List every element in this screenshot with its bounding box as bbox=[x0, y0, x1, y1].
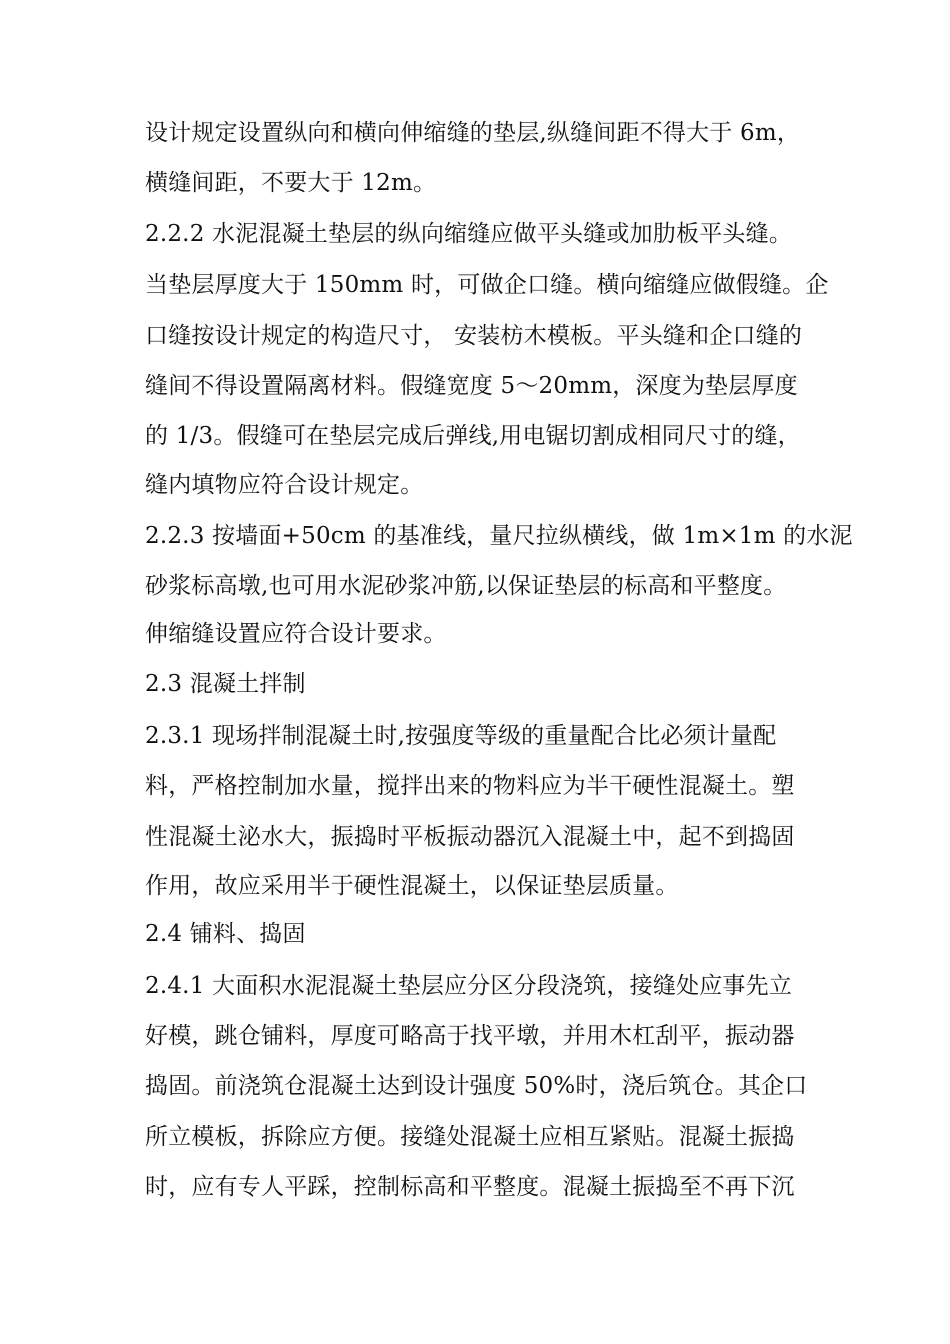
text-line: 作用，故应采用半于硬性混凝土，以保证垫层质量。 bbox=[145, 873, 679, 899]
text-line: 设计规定设置纵向和横向伸缩缝的垫层,纵缝间距不得大于 6m， bbox=[145, 120, 801, 146]
text-line: 口缝按设计规定的构造尺寸， 安装枋木模板。平头缝和企口缝的 bbox=[145, 323, 803, 349]
text-line: 砂浆标高墩,也可用水泥砂浆冲筋,以保证垫层的标高和平整度。 bbox=[145, 573, 787, 599]
section-2-2-2-text: 2.2.2 水泥混凝土垫层的纵向缩缝应做平头缝或加肋板平头缝。 bbox=[145, 221, 793, 247]
text-line: 性混凝土泌水大，振捣时平板振动器沉入混凝土中，起不到捣固 bbox=[145, 824, 795, 850]
text-line: 料，严格控制加水量，搅拌出来的物料应为半干硬性混凝土。塑 bbox=[145, 773, 795, 799]
text-line: 当垫层厚度大于 150mm 时，可做企口缝。横向缩缝应做假缝。企 bbox=[145, 272, 829, 298]
text-line: 缝内填物应符合设计规定。 bbox=[145, 472, 424, 498]
section-2-3-1-text: 2.3.1 现场拌制混凝土时,按强度等级的重量配合比必须计量配 bbox=[145, 723, 777, 749]
section-2-2-3-text: 2.2.3 按墙面+50cm 的基准线，量尺拉纵横线，做 1m×1m 的水泥 bbox=[145, 523, 853, 549]
text-line: 的 1/3。假缝可在垫层完成后弹线,用电锯切割成相同尺寸的缝， bbox=[145, 423, 801, 449]
text-line: 时，应有专人平踩，控制标高和平整度。混凝土振捣至不再下沉 bbox=[145, 1174, 795, 1200]
text-line: 伸缩缝设置应符合设计要求。 bbox=[145, 621, 447, 647]
text-line: 捣固。前浇筑仓混凝土达到设计强度 50%时，浇后筑仓。其企口 bbox=[145, 1073, 808, 1099]
text-line: 好模，跳仓铺料，厚度可略高于找平墩，并用木杠刮平，振动器 bbox=[145, 1023, 795, 1049]
text-line: 所立模板，拆除应方便。接缝处混凝土应相互紧贴。混凝土振捣 bbox=[145, 1124, 795, 1150]
text-line: 横缝间距，不要大于 12m。 bbox=[145, 170, 437, 196]
section-heading-2-4: 2.4 铺料、捣固 bbox=[145, 921, 306, 947]
section-2-4-1-text: 2.4.1 大面积水泥混凝土垫层应分区分段浇筑，接缝处应事先立 bbox=[145, 973, 793, 999]
text-line: 缝间不得设置隔离材料。假缝宽度 5～20mm，深度为垫层厚度 bbox=[145, 373, 798, 399]
section-heading-2-3: 2.3 混凝土拌制 bbox=[145, 671, 306, 697]
